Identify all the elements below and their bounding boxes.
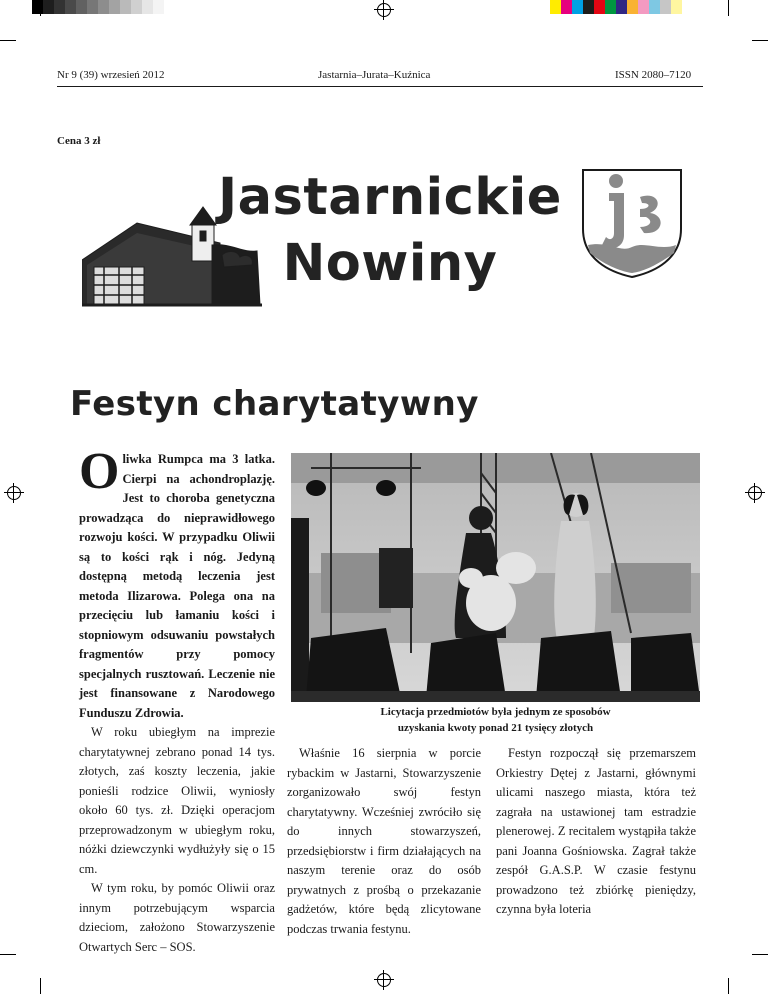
caption-line-2: uzyskania kwoty ponad 21 tysięcy złotych (397, 722, 594, 734)
paragraph: Festyn rozpoczął się przemarszem Orkiestry Dętej z Jastarni, głównymi ulicami naszego miasta, która też zagrała na ustawionej tam estradzie plenerowej. Z recitalem wystąpiła także pani Joanna Gośniowska. Zagrał także zespół G.A.S.P. W czasie festynu prowadzono też zbiórkę pieniędzy, czynna była loteria (496, 746, 696, 916)
header-rule (57, 86, 703, 87)
registration-mark-right (748, 486, 762, 500)
registration-mark-left (7, 486, 21, 500)
issue-number: Nr 9 (39) wrzesień 2012 (57, 69, 165, 81)
article-column-1 (79, 443, 275, 957)
crop-mark (728, 978, 729, 994)
crop-mark (0, 954, 16, 955)
crop-mark (752, 40, 768, 41)
article-column-3 (496, 744, 696, 920)
photo-caption (291, 704, 700, 736)
article-headline: Festyn charytatywny (70, 384, 479, 424)
paragraph: W roku ubiegłym na imprezie charytatywnej zebrano ponad 14 tys. złotych, zaś koszty leczenia, jakie ponieśli rodzice Oliwii, wyniosły około 60 tys. zł. Dzięki operacjom przeprowadzonym w ubiegłym roku, nóżki dziewczynki wydłużyły się o 15 cm. (79, 725, 275, 876)
price-label: Cena 3 zł (57, 135, 101, 147)
drop-cap: O (79, 443, 120, 500)
crop-mark (40, 978, 41, 994)
article-lead (79, 443, 275, 723)
caption-line-1: Licytacja przedmiotów była jednym ze sposobów (380, 706, 611, 718)
lead-text: liwka Rumpca ma 3 latka. Cierpi na achondroplazję. Jest to choroba genetyczna prowadząca do nieprawidłowego rozwoju kości. W przypadku Oliwii są to kości rąk i nóg. Jedyną dostępną metodą leczenia jest metoda Ilizarowa. Polega ona na przecięciu lub łamaniu kości i stopniowym odsuwaniu powstałych fragmentów przy pomocy specjalnych rusztowań. Leczenie nie jest finansowane z Narodowego Funduszu Zdrowia. (79, 452, 275, 720)
masthead-title-line2: Nowiny (282, 234, 498, 293)
crop-mark (752, 954, 768, 955)
concert-stage-photo (291, 453, 700, 702)
crop-mark (40, 0, 41, 16)
registration-mark-bottom (377, 973, 391, 987)
printer-grayscale-bar (32, 0, 164, 14)
registration-mark-top (377, 3, 391, 17)
locations: Jastarnia–Jurata–Kuźnica (318, 69, 431, 81)
article-column-2 (287, 744, 481, 939)
printer-color-bar (550, 0, 682, 14)
paragraph: W tym roku, by pomóc Oliwii oraz innym potrzebującym wsparcia dzieciom, założono Stowarzyszenie Otwartych Serc – SOS. (79, 881, 275, 954)
crop-mark (0, 40, 16, 41)
paragraph: Właśnie 16 sierpnia w porcie rybackim w Jastarni, Stowarzyszenie zorganizowało swój festyn charytatywny. Wcześniej zwróciło się do innych stowarzyszeń, przedsiębiorstw i firm działających na naszym terenie oraz do osób prywatnych z prośbą o przekazanie gadżetów, które będą zlicytowane podczas trwania festynu. (287, 746, 481, 936)
issn: ISSN 2080–7120 (615, 69, 692, 81)
crop-mark (728, 0, 729, 16)
masthead-title-line1: Jastarnickie (218, 168, 562, 227)
town-crest (580, 167, 684, 279)
